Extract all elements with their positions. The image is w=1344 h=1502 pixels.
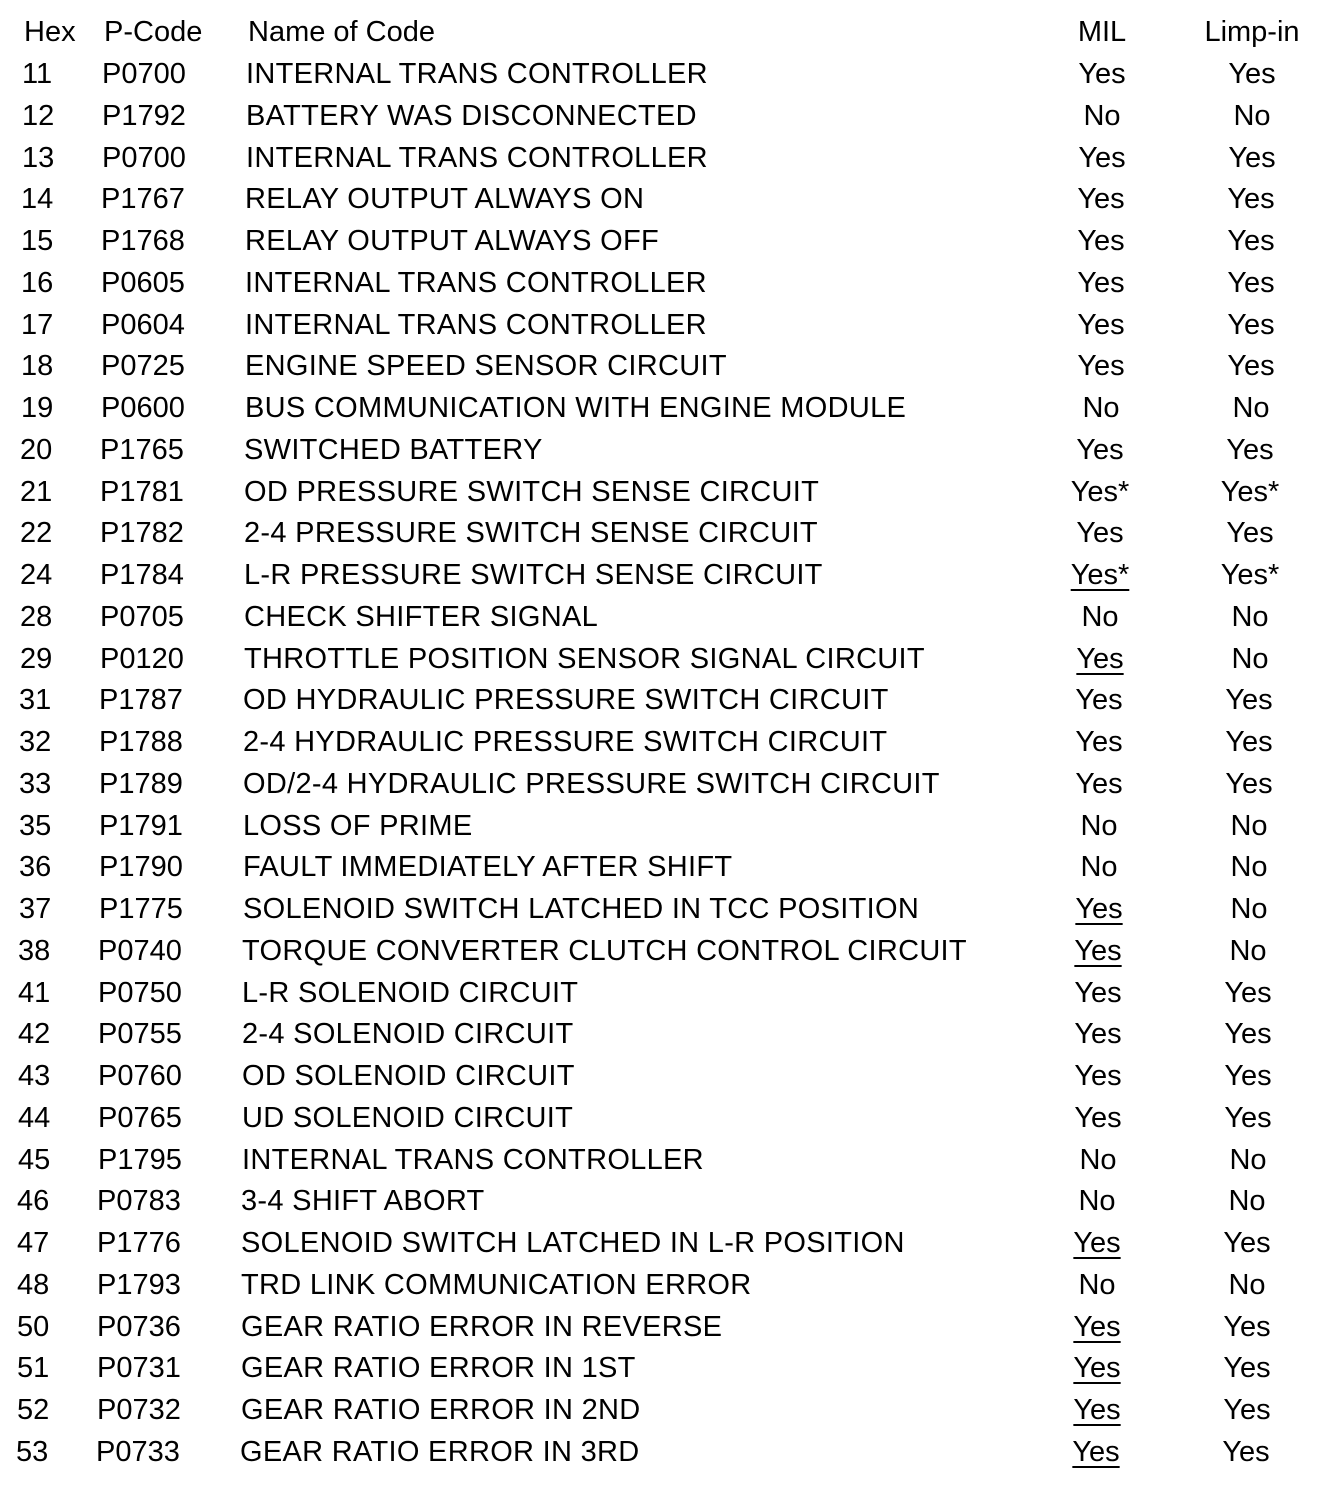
- limp-cell: No: [1231, 642, 1269, 675]
- table-row: [0, 262, 1343, 304]
- mil-cell: [1039, 262, 1163, 304]
- name-cell: SWITCHED BATTERY: [244, 433, 543, 466]
- table-row: [0, 1347, 1339, 1389]
- mil-value: Yes: [1073, 1310, 1121, 1343]
- mil-value: Yes: [1076, 433, 1124, 466]
- limp-cell: Yes: [1228, 58, 1276, 90]
- mil-value: Yes: [1075, 767, 1123, 800]
- mil-value: Yes*: [1070, 559, 1130, 591]
- name-cell: GEAR RATIO ERROR IN REVERSE: [241, 1310, 723, 1343]
- mil-cell: [1036, 1055, 1160, 1097]
- limp-cell: No: [1230, 809, 1268, 842]
- limp-cell: Yes: [1225, 684, 1273, 717]
- name-cell: GEAR RATIO ERROR IN 2ND: [241, 1394, 641, 1426]
- limp-cell: Yes*: [1220, 559, 1280, 591]
- mil-cell: [1040, 53, 1164, 95]
- hex-cell: 37: [19, 893, 52, 925]
- mil-value: No: [1080, 809, 1118, 842]
- table-row: [0, 1097, 1340, 1139]
- mil-value: Yes: [1078, 58, 1126, 90]
- table-row: [0, 554, 1342, 596]
- header-mil: MIL: [1077, 16, 1127, 48]
- pcode-cell: P1784: [100, 559, 184, 591]
- hex-cell: 24: [20, 559, 53, 591]
- pcode-cell: P1767: [101, 183, 185, 216]
- name-cell: TRD LINK COMMUNICATION ERROR: [241, 1268, 752, 1301]
- table-row: [0, 137, 1344, 179]
- mil-cell: [1037, 805, 1161, 847]
- limp-cell: No: [1229, 934, 1267, 967]
- pcode-cell: P0600: [101, 392, 185, 424]
- table-row: [0, 345, 1343, 387]
- hex-cell: 38: [18, 934, 51, 967]
- mil-cell: [1037, 846, 1161, 888]
- mil-value: Yes: [1074, 1101, 1122, 1134]
- hex-cell: 13: [22, 141, 55, 174]
- mil-cell: [1036, 930, 1160, 972]
- table-row: [0, 53, 1344, 95]
- pcode-cell: P0765: [98, 1101, 182, 1134]
- table-row: [0, 1222, 1339, 1264]
- hex-cell: 43: [18, 1060, 51, 1092]
- table-row: [0, 596, 1342, 638]
- hex-cell: 12: [22, 99, 55, 132]
- table-row: [0, 471, 1342, 513]
- pcode-cell: P1791: [99, 809, 183, 842]
- pcode-cell: P0740: [98, 934, 182, 967]
- mil-cell: [1039, 345, 1163, 387]
- header-limp: Limp-in: [1204, 16, 1300, 48]
- mil-value: Yes: [1074, 934, 1122, 967]
- name-cell: CHECK SHIFTER SIGNAL: [244, 600, 599, 633]
- mil-value: Yes: [1074, 1018, 1122, 1051]
- limp-cell: Yes: [1224, 1101, 1272, 1134]
- pcode-cell: P1790: [99, 851, 183, 884]
- table-row: [0, 1055, 1340, 1097]
- mil-cell: [1035, 1306, 1159, 1348]
- limp-cell: Yes: [1226, 517, 1274, 550]
- mil-cell: [1037, 888, 1161, 930]
- mil-value: Yes: [1078, 141, 1126, 174]
- hex-cell: 33: [19, 767, 52, 800]
- pcode-cell: P0725: [101, 350, 185, 383]
- mil-value: Yes: [1073, 1352, 1121, 1385]
- pcode-cell: P0750: [98, 976, 182, 1009]
- table-row: [0, 1389, 1339, 1431]
- hex-cell: 20: [20, 433, 53, 466]
- limp-cell: Yes: [1225, 767, 1273, 800]
- name-cell: INTERNAL TRANS CONTROLLER: [245, 266, 707, 299]
- limp-cell: Yes: [1223, 1352, 1271, 1385]
- table-row: [0, 888, 1341, 930]
- table-row: [0, 930, 1340, 972]
- name-cell: BUS COMMUNICATION WITH ENGINE MODULE: [245, 392, 907, 424]
- name-cell: TORQUE CONVERTER CLUTCH CONTROL CIRCUIT: [242, 934, 967, 967]
- limp-cell: No: [1228, 1185, 1266, 1218]
- limp-cell: Yes: [1227, 350, 1275, 383]
- mil-value: No: [1079, 1143, 1117, 1176]
- hex-cell: 19: [21, 392, 54, 424]
- hex-cell: 50: [17, 1310, 50, 1343]
- limp-cell: Yes: [1228, 141, 1276, 174]
- name-cell: LOSS OF PRIME: [243, 809, 473, 842]
- mil-cell: [1039, 387, 1163, 429]
- mil-cell: [1036, 1013, 1160, 1055]
- hex-cell: 14: [21, 183, 54, 216]
- hex-cell: 21: [20, 475, 53, 508]
- mil-value: Yes: [1075, 726, 1123, 758]
- mil-cell: [1037, 763, 1161, 805]
- mil-value: Yes: [1074, 976, 1122, 1009]
- mil-cell: [1039, 178, 1163, 220]
- mil-value: Yes: [1077, 308, 1125, 341]
- mil-value: No: [1078, 1185, 1116, 1218]
- hex-cell: 18: [21, 350, 54, 383]
- mil-value: Yes: [1073, 1394, 1121, 1426]
- hex-cell: 15: [21, 225, 54, 257]
- name-cell: INTERNAL TRANS CONTROLLER: [246, 141, 708, 174]
- pcode-cell: P1795: [98, 1143, 182, 1176]
- table-row: [0, 1013, 1340, 1055]
- pcode-cell: P1781: [100, 475, 184, 508]
- name-cell: UD SOLENOID CIRCUIT: [242, 1101, 574, 1134]
- table-row: [0, 805, 1341, 847]
- pcode-cell: P0605: [101, 266, 185, 299]
- mil-value: Yes: [1074, 1060, 1122, 1092]
- pcode-cell: P1782: [100, 517, 184, 550]
- limp-cell: No: [1229, 1143, 1267, 1176]
- pcode-cell: P1775: [99, 893, 183, 925]
- limp-cell: Yes: [1225, 726, 1273, 758]
- pcode-cell: P1789: [99, 767, 183, 800]
- hex-cell: 42: [18, 1018, 51, 1051]
- mil-value: Yes: [1075, 684, 1123, 717]
- table-row: [0, 220, 1343, 262]
- limp-cell: Yes: [1223, 1227, 1271, 1259]
- hex-cell: 48: [17, 1268, 50, 1301]
- mil-cell: [1035, 1180, 1159, 1222]
- table-row: [0, 512, 1342, 554]
- mil-value: No: [1080, 851, 1118, 884]
- hex-cell: 46: [17, 1185, 50, 1218]
- limp-cell: Yes: [1224, 1060, 1272, 1092]
- table-row: [0, 1264, 1339, 1306]
- hex-cell: 35: [19, 809, 52, 842]
- mil-value: Yes: [1077, 183, 1125, 216]
- table-row: [0, 178, 1343, 220]
- header-hex: Hex: [24, 16, 76, 48]
- hex-cell: 47: [17, 1227, 50, 1259]
- mil-cell: [1038, 429, 1162, 471]
- name-cell: OD SOLENOID CIRCUIT: [242, 1060, 575, 1092]
- hex-cell: 44: [18, 1101, 51, 1134]
- name-cell: 2-4 SOLENOID CIRCUIT: [242, 1018, 574, 1051]
- pcode-cell: P0705: [100, 600, 184, 633]
- name-cell: BATTERY WAS DISCONNECTED: [246, 99, 697, 132]
- limp-cell: Yes: [1227, 266, 1275, 299]
- limp-cell: Yes: [1223, 1394, 1271, 1426]
- name-cell: THROTTLE POSITION SENSOR SIGNAL CIRCUIT: [244, 642, 925, 675]
- mil-value: No: [1083, 99, 1121, 132]
- name-cell: 3-4 SHIFT ABORT: [241, 1185, 485, 1218]
- pcode-cell: P1793: [97, 1268, 181, 1301]
- limp-cell: Yes: [1223, 1310, 1271, 1343]
- pcode-cell: P0732: [97, 1394, 181, 1426]
- mil-cell: [1040, 95, 1164, 137]
- pcode-cell: P0604: [101, 308, 185, 341]
- name-cell: FAULT IMMEDIATELY AFTER SHIFT: [243, 851, 733, 884]
- mil-cell: [1038, 512, 1162, 554]
- table-row: [0, 1139, 1340, 1181]
- mil-cell: [1036, 972, 1160, 1014]
- name-cell: INTERNAL TRANS CONTROLLER: [242, 1143, 704, 1176]
- limp-cell: Yes*: [1220, 475, 1280, 508]
- table-row: [0, 429, 1342, 471]
- hex-cell: 41: [18, 976, 51, 1009]
- table-row: [0, 1306, 1339, 1348]
- limp-cell: Yes: [1224, 976, 1272, 1009]
- mil-cell: [1038, 596, 1162, 638]
- mil-value: No: [1081, 600, 1119, 633]
- name-cell: OD PRESSURE SWITCH SENSE CIRCUIT: [244, 475, 820, 508]
- name-cell: 2-4 HYDRAULIC PRESSURE SWITCH CIRCUIT: [243, 726, 888, 758]
- hex-cell: 17: [21, 308, 54, 341]
- mil-cell: [1038, 471, 1162, 513]
- table-row: [0, 679, 1341, 721]
- table-row: [0, 304, 1343, 346]
- table-row: [0, 1180, 1339, 1222]
- name-cell: OD HYDRAULIC PRESSURE SWITCH CIRCUIT: [243, 684, 889, 717]
- name-cell: SOLENOID SWITCH LATCHED IN TCC POSITION: [243, 893, 920, 925]
- name-cell: GEAR RATIO ERROR IN 3RD: [240, 1435, 640, 1468]
- hex-cell: 52: [17, 1394, 50, 1426]
- mil-cell: [1037, 721, 1161, 763]
- limp-cell: No: [1230, 851, 1268, 884]
- name-cell: OD/2-4 HYDRAULIC PRESSURE SWITCH CIRCUIT: [243, 767, 940, 800]
- mil-cell: [1034, 1431, 1158, 1473]
- name-cell: L-R SOLENOID CIRCUIT: [242, 976, 579, 1009]
- table-row: [0, 721, 1341, 763]
- mil-cell: [1035, 1347, 1159, 1389]
- name-cell: RELAY OUTPUT ALWAYS OFF: [245, 225, 660, 257]
- pcode-cell: P1765: [100, 433, 184, 466]
- mil-value: Yes: [1077, 266, 1125, 299]
- pcode-cell: P0733: [96, 1435, 180, 1468]
- hex-cell: 53: [16, 1435, 49, 1468]
- mil-value: Yes: [1077, 350, 1125, 383]
- name-cell: GEAR RATIO ERROR IN 1ST: [241, 1352, 636, 1385]
- table-row: [0, 387, 1343, 429]
- pcode-cell: P0731: [97, 1352, 181, 1385]
- limp-cell: Yes: [1227, 308, 1275, 341]
- limp-cell: No: [1228, 1268, 1266, 1301]
- table-row: [0, 95, 1344, 137]
- mil-cell: [1037, 679, 1161, 721]
- header-name: Name of Code: [248, 16, 435, 48]
- name-cell: INTERNAL TRANS CONTROLLER: [245, 308, 707, 341]
- mil-value: No: [1078, 1268, 1116, 1301]
- pcode-cell: P0700: [102, 58, 186, 90]
- limp-cell: Yes: [1227, 225, 1275, 257]
- hex-cell: 32: [19, 726, 52, 758]
- mil-value: Yes*: [1070, 475, 1130, 508]
- pcode-cell: P0736: [97, 1310, 181, 1343]
- table-row: [0, 972, 1340, 1014]
- header-pcode: P-Code: [104, 16, 203, 48]
- hex-cell: 29: [20, 642, 53, 675]
- pcode-cell: P1776: [97, 1227, 181, 1259]
- hex-cell: 16: [21, 266, 54, 299]
- table-header: [0, 11, 1344, 53]
- name-cell: 2-4 PRESSURE SWITCH SENSE CIRCUIT: [244, 517, 818, 550]
- limp-cell: Yes: [1222, 1435, 1270, 1468]
- name-cell: SOLENOID SWITCH LATCHED IN L-R POSITION: [241, 1227, 905, 1259]
- name-cell: L-R PRESSURE SWITCH SENSE CIRCUIT: [244, 559, 823, 591]
- hex-cell: 22: [20, 517, 53, 550]
- mil-value: Yes: [1077, 225, 1125, 257]
- pcode-cell: P0783: [97, 1185, 181, 1218]
- mil-value: Yes: [1072, 1435, 1120, 1468]
- limp-cell: Yes: [1226, 433, 1274, 466]
- mil-cell: [1040, 137, 1164, 179]
- pcode-cell: P1787: [99, 684, 183, 717]
- hex-cell: 11: [22, 58, 53, 90]
- pcode-cell: P0760: [98, 1060, 182, 1092]
- mil-cell: [1035, 1222, 1159, 1264]
- name-cell: RELAY OUTPUT ALWAYS ON: [245, 183, 645, 216]
- pcode-cell: P1768: [101, 225, 185, 257]
- name-cell: INTERNAL TRANS CONTROLLER: [246, 58, 708, 90]
- name-cell: ENGINE SPEED SENSOR CIRCUIT: [245, 350, 727, 383]
- mil-cell: [1036, 1139, 1160, 1181]
- pcode-cell: P1792: [102, 99, 186, 132]
- table-row: [0, 763, 1341, 805]
- table-row: [0, 638, 1342, 680]
- limp-cell: Yes: [1227, 183, 1275, 216]
- pcode-cell: P1788: [99, 726, 183, 758]
- pcode-cell: P0700: [102, 141, 186, 174]
- limp-cell: No: [1231, 600, 1269, 633]
- mil-cell: [1035, 1264, 1159, 1306]
- limp-cell: No: [1232, 392, 1270, 424]
- mil-value: No: [1082, 392, 1120, 424]
- hex-cell: 31: [19, 684, 52, 717]
- limp-cell: Yes: [1224, 1018, 1272, 1051]
- table-row: [0, 1431, 1338, 1473]
- mil-value: Yes: [1075, 893, 1123, 925]
- mil-cell: [1039, 304, 1163, 346]
- mil-cell: [1039, 220, 1163, 262]
- hex-cell: 51: [17, 1352, 50, 1385]
- mil-cell: [1035, 1389, 1159, 1431]
- mil-value: Yes: [1076, 642, 1124, 675]
- hex-cell: 36: [19, 851, 52, 884]
- hex-cell: 45: [18, 1143, 51, 1176]
- pcode-cell: P0120: [100, 642, 184, 675]
- mil-value: Yes: [1073, 1227, 1121, 1259]
- limp-cell: No: [1230, 893, 1268, 925]
- mil-cell: [1036, 1097, 1160, 1139]
- hex-cell: 28: [20, 600, 53, 633]
- mil-cell: [1038, 554, 1162, 596]
- pcode-cell: P0755: [98, 1018, 182, 1051]
- limp-cell: No: [1233, 99, 1271, 132]
- mil-value: Yes: [1076, 517, 1124, 550]
- mil-cell: [1038, 638, 1162, 680]
- table-row: [0, 846, 1341, 888]
